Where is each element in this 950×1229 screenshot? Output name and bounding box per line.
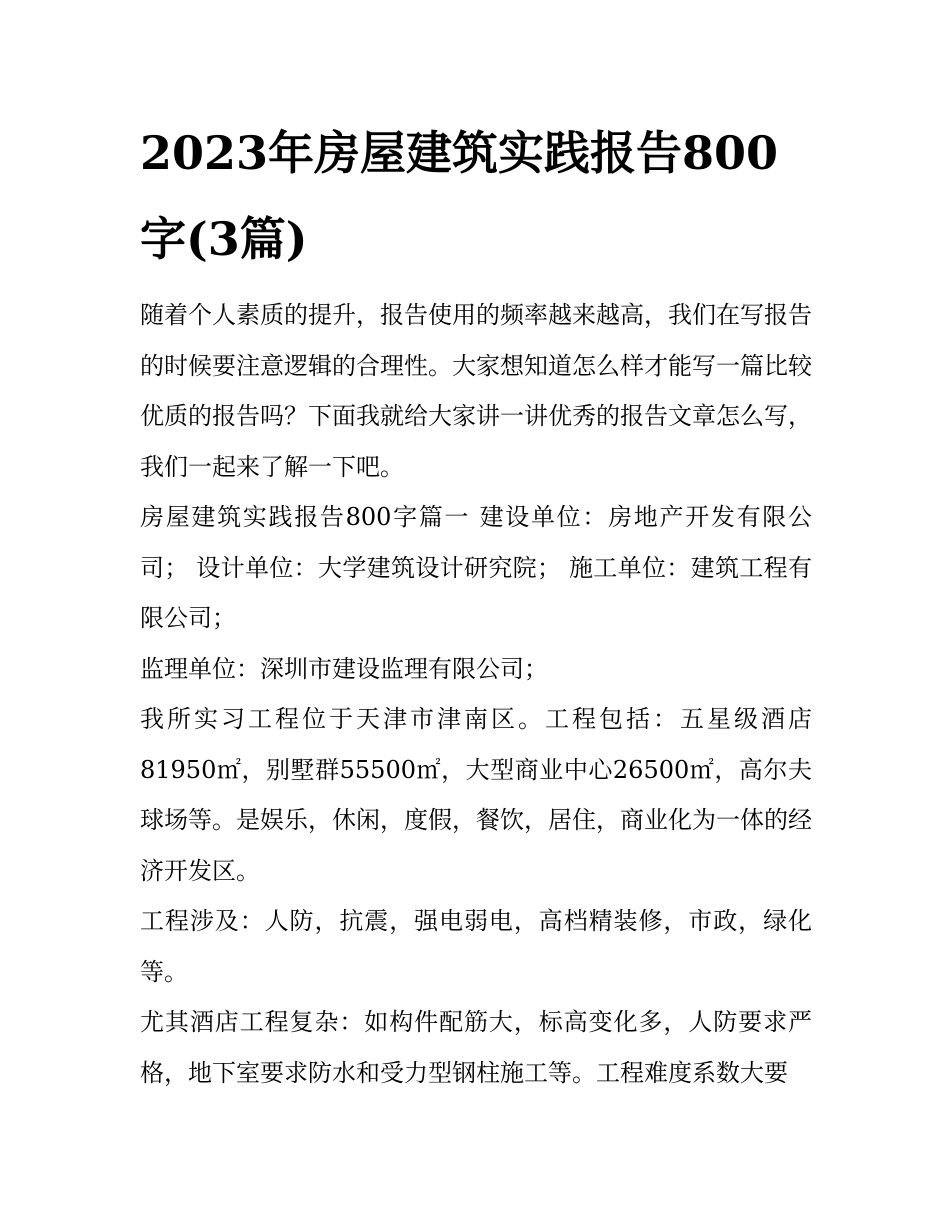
document-page — [140, 110, 812, 1098]
paragraph-project-scope: 工程涉及：人防，抗震，强电弱电，高档精装修，市政，绿化等。 — [140, 907, 812, 986]
paragraph-supervision: 监理单位：深圳市建设监理有限公司； — [140, 654, 548, 683]
paragraph-intro: 随着个人素质的提升，报告使用的频率越来越高，我们在写报告的时候要注意逻辑的合理性。大家想知道怎么样才能写一篇比较优质的报告吗？下面我就给大家讲一讲优秀的报告文章怎么写，我们一起来了解一下吧。 — [140, 301, 812, 481]
document-title: 2023年房屋建筑实践报告800字(3篇) — [140, 126, 779, 266]
paragraph-hotel-complexity: 尤其酒店工程复杂：如构件配筋大，标高变化多，人防要求严格，地下室要求防水和受力型钢柱施工等。工程难度系数大要 — [140, 1008, 812, 1087]
paragraph-project-location: 我所实习工程位于天津市津南区。工程包括：五星级酒店81950㎡，别墅群55500㎡，大型商业中心26500㎡，高尔夫球场等。是娱乐，休闲，度假，餐饮，居住，商业化为一体的经济开发区。 — [140, 705, 812, 885]
paragraph-units: 房屋建筑实践报告800字篇一 建设单位：房地产开发有限公司； 设计单位：大学建筑设计研究院； 施工单位：建筑工程有限公司； — [140, 503, 812, 632]
